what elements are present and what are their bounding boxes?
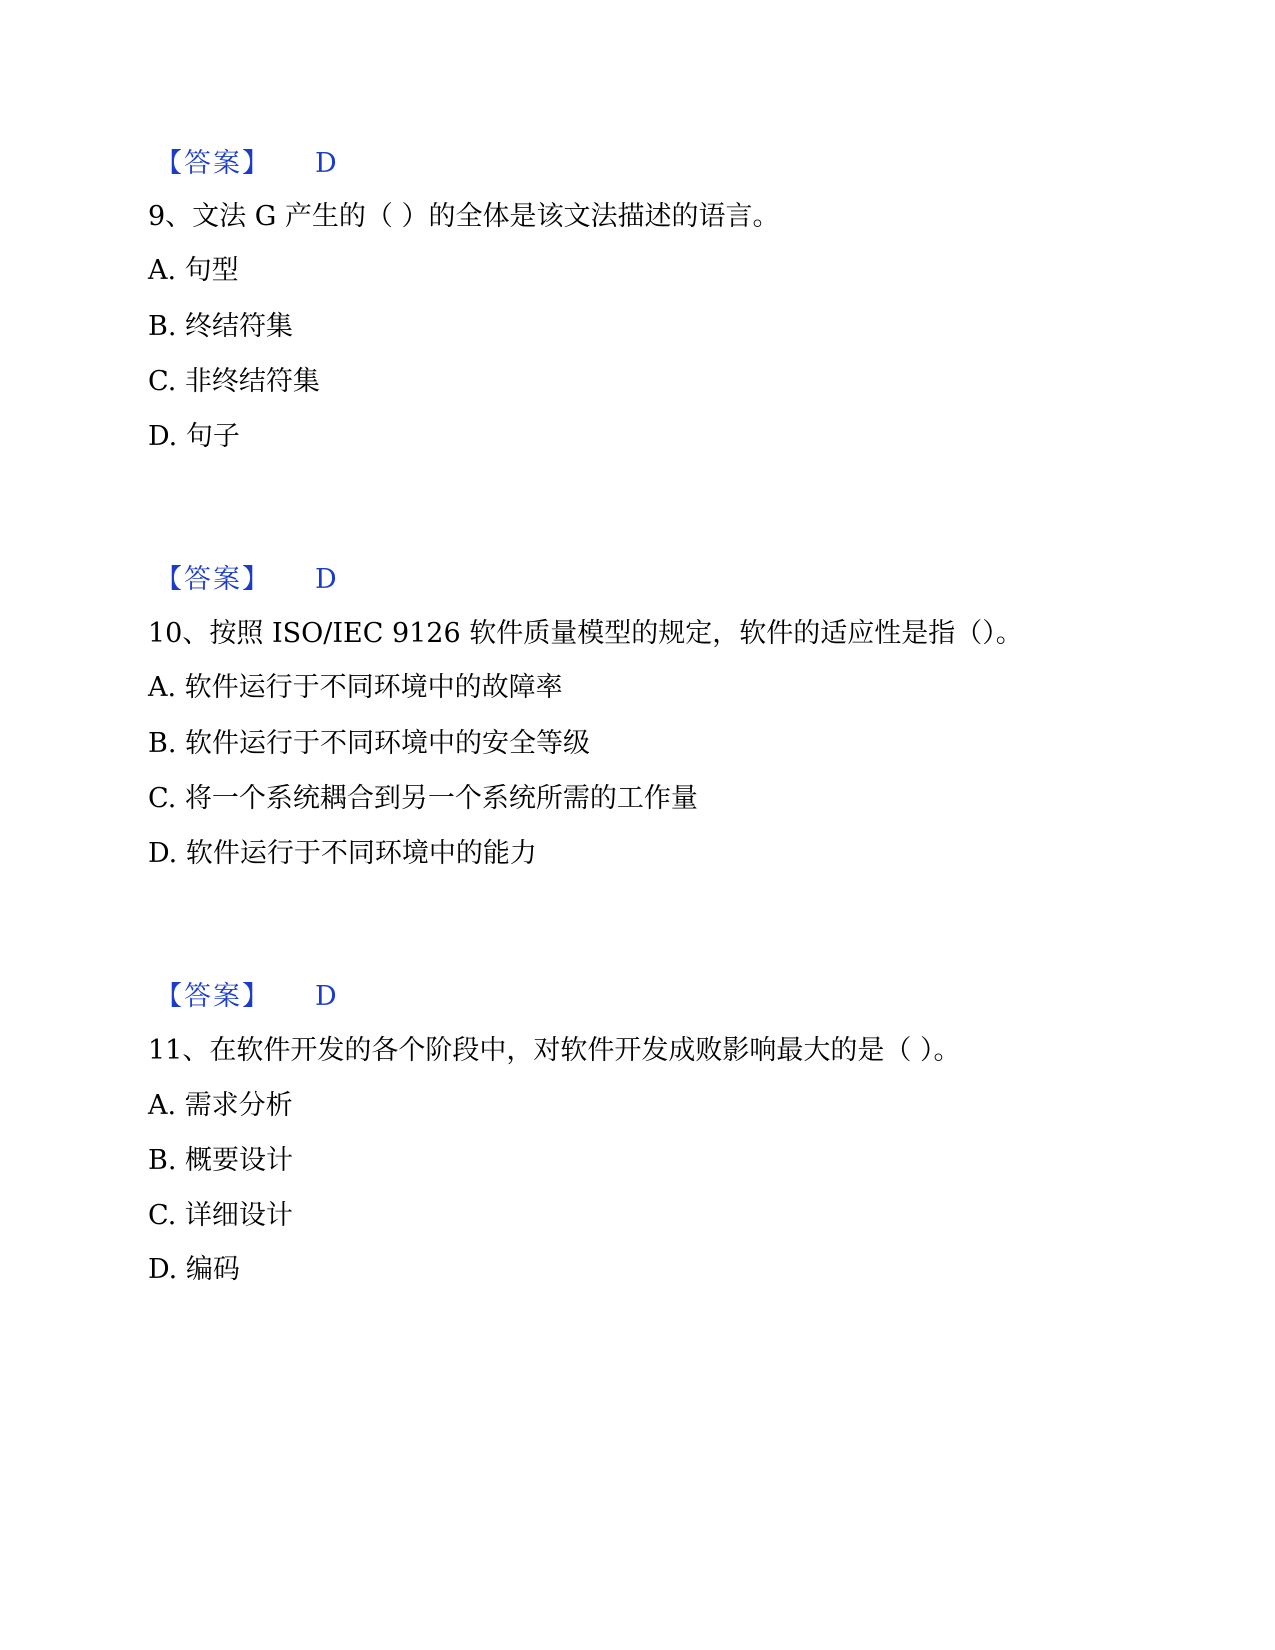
- question-text: 11、在软件开发的各个阶段中，对软件开发成败影响最大的是（ ）。: [148, 1035, 961, 1066]
- answer-label: 【答案】: [155, 981, 271, 1012]
- answer-value: D: [315, 148, 337, 179]
- answer-line: [155, 979, 395, 1015]
- question-text: 10、按照 ISO/IEC 9126 软件质量模型的规定，软件的适应性是指（）。: [148, 618, 1023, 649]
- option-b: B. 终结符集: [148, 311, 294, 342]
- option-d: D. 编码: [148, 1254, 240, 1285]
- option-b: B. 软件运行于不同环境中的安全等级: [148, 728, 591, 759]
- answer-label: 【答案】: [155, 564, 271, 595]
- option-b: B. 概要设计: [148, 1145, 294, 1176]
- answer-label: 【答案】: [155, 148, 271, 179]
- option-c: C. 非终结符集: [148, 366, 320, 397]
- answer-line: [155, 562, 395, 598]
- option-a: A. 需求分析: [148, 1090, 293, 1121]
- option-c: C. 详细设计: [148, 1200, 293, 1231]
- answer-line: [155, 146, 395, 182]
- question-text: 9、文法 G 产生的（ ）的全体是该文法描述的语言。: [148, 201, 780, 232]
- option-d: D. 软件运行于不同环境中的能力: [148, 838, 537, 869]
- option-a: A. 句型: [148, 255, 239, 286]
- answer-value: D: [315, 981, 337, 1012]
- option-a: A. 软件运行于不同环境中的故障率: [148, 672, 563, 703]
- answer-value: D: [315, 564, 337, 595]
- option-c: C. 将一个系统耦合到另一个系统所需的工作量: [148, 783, 698, 814]
- option-d: D. 句子: [148, 421, 240, 452]
